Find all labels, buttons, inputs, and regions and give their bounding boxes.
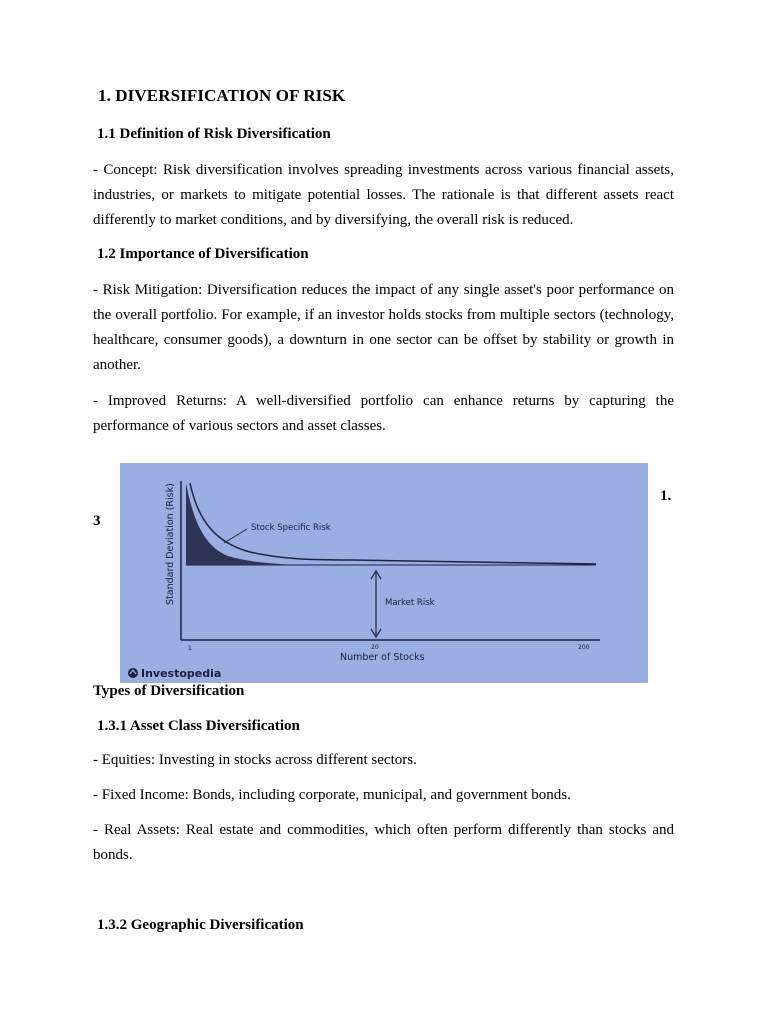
- x-tick-label-20: 20: [371, 644, 379, 651]
- paragraph-improved-returns: - Improved Returns: A well-diversified portfolio can enhance returns by capturing the performance of various sectors and asset classes.: [93, 393, 674, 434]
- investopedia-logo: [128, 667, 221, 680]
- annotation-stock-specific-risk: Stock Specific Risk: [251, 523, 331, 533]
- diversification-risk-chart: [120, 463, 648, 683]
- section-heading-1-1: 1.1 Definition of Risk Diversification: [97, 126, 331, 142]
- section-number-part-b: 3: [93, 513, 101, 529]
- section-heading-1-3-1: 1.3.1 Asset Class Diversification: [97, 718, 300, 734]
- paragraph-concept: - Concept: Risk diversification involves spreading investments across various financial assets, industries, or markets to mitigate potential losses. The rationale is that different assets react differently to market conditions, and by diversifying, the overall risk is reduced.: [93, 162, 674, 228]
- x-tick-label-200: 200: [578, 644, 590, 651]
- stock-specific-risk-pointer: [224, 529, 247, 543]
- paragraph-risk-mitigation: - Risk Mitigation: Diversification reduces the impact of any single asset's poor performance on the overall portfolio. For example, if an investor holds stocks from multiple sectors (technology, healthcare, consumer goods), a downturn in one sector can be offset by stability or growth in another.: [93, 282, 674, 373]
- x-tick-label-1: 1: [188, 645, 192, 652]
- y-axis-label: Standard Deviation (Risk): [165, 483, 176, 605]
- chart-svg: [120, 463, 648, 683]
- section-heading-1-3-2: 1.3.2 Geographic Diversification: [97, 917, 304, 933]
- x-axis-label: Number of Stocks: [340, 652, 425, 663]
- paragraph-fixed-income: - Fixed Income: Bonds, including corporate, municipal, and government bonds.: [93, 787, 571, 803]
- section-number-part-a: 1.: [660, 488, 672, 504]
- section-heading-1-2: 1.2 Importance of Diversification: [97, 246, 309, 262]
- page-title: 1. DIVERSIFICATION OF RISK: [98, 86, 346, 105]
- section-heading-1-3: Types of Diversification: [93, 683, 245, 699]
- paragraph-equities: - Equities: Investing in stocks across different sectors.: [93, 752, 417, 768]
- annotation-market-risk: Market Risk: [385, 598, 435, 608]
- investopedia-watermark: Investopedia: [141, 667, 222, 680]
- paragraph-real-assets: - Real Assets: Real estate and commodities, which often perform differently than stocks and bonds.: [93, 822, 674, 863]
